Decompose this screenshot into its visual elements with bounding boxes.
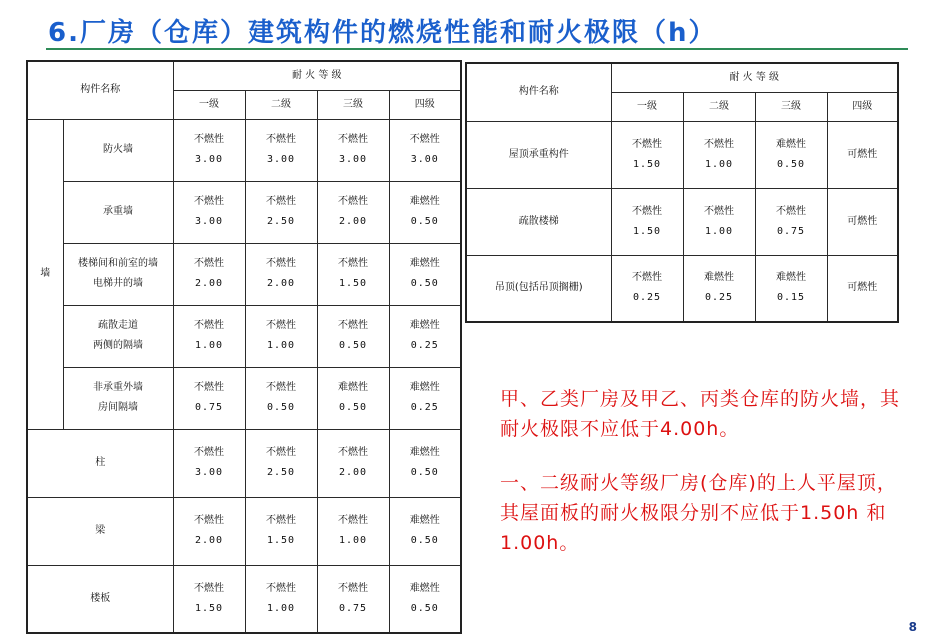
rating-cell [317, 181, 389, 243]
fire-limit-value: 1.00 [194, 340, 224, 351]
rating-cell [173, 429, 245, 497]
combustibility-label: 不燃性 [338, 582, 368, 594]
fire-limit-value: 2.00 [338, 467, 368, 478]
component-name-line: 防火墙 [103, 144, 133, 155]
combustibility-label: 可燃性 [847, 148, 878, 160]
fire-limit-value: 2.50 [266, 216, 296, 227]
table-row [27, 243, 461, 305]
rating-cell [317, 367, 389, 429]
rating-cell [317, 243, 389, 305]
header-grade: 二级 [683, 92, 755, 121]
rating-cell [611, 188, 683, 255]
rating-cell [245, 305, 317, 367]
combustibility-label: 不燃性 [338, 447, 368, 458]
component-name [63, 181, 173, 243]
combustibility-label: 不燃性 [704, 205, 734, 217]
fire-rating-table-right [465, 62, 899, 323]
component-name [63, 367, 173, 429]
fire-limit-value: 0.50 [410, 216, 439, 227]
combustibility-label: 不燃性 [776, 205, 806, 217]
rating-cell [245, 181, 317, 243]
rating-cell [389, 119, 461, 181]
fire-limit-value: 0.50 [338, 340, 368, 351]
fire-limit-value: 0.25 [632, 292, 662, 304]
component-name: 吊顶(包括吊顶搁栅) [466, 255, 611, 322]
fire-limit-value: 0.25 [704, 292, 734, 304]
header-grade: 一级 [611, 92, 683, 121]
fire-limit-value: 0.75 [194, 402, 224, 413]
component-name-line: 楼板 [90, 592, 111, 604]
combustibility-label: 不燃性 [194, 134, 224, 145]
component-name-line: 非承重外墙 [93, 382, 143, 393]
component-name [27, 565, 173, 633]
combustibility-label: 难燃性 [704, 272, 734, 284]
combustibility-label: 难燃性 [776, 138, 806, 150]
combustibility-label: 不燃性 [632, 138, 662, 150]
combustibility-label: 不燃性 [266, 196, 296, 207]
header-grade: 三级 [317, 90, 389, 119]
fire-limit-value: 1.50 [632, 225, 662, 237]
page-title: 6.厂房（仓库）建筑构件的燃烧性能和耐火极限（h） [48, 18, 717, 48]
fire-limit-value: 3.00 [194, 467, 224, 478]
combustibility-label: 难燃性 [409, 447, 440, 458]
component-name-line: 梁 [95, 525, 106, 536]
fire-limit-value: 0.50 [410, 602, 439, 614]
rating-cell [245, 429, 317, 497]
header-grade: 四级 [389, 90, 461, 119]
fire-limit-value: 3.00 [194, 154, 224, 165]
combustibility-label: 难燃性 [409, 582, 440, 594]
fire-limit-value: 2.50 [266, 467, 296, 478]
combustibility-label: 可燃性 [847, 215, 878, 227]
rating-cell [755, 255, 827, 322]
fire-limit-value: 3.00 [410, 154, 439, 165]
fire-limit-value: 3.00 [194, 216, 224, 227]
rating-cell [827, 255, 898, 322]
component-name [63, 119, 173, 181]
combustibility-label: 不燃性 [704, 138, 734, 150]
fire-limit-value: 0.15 [776, 292, 806, 304]
table-row [466, 255, 898, 322]
rating-cell [173, 497, 245, 565]
component-name-line: 柱 [95, 457, 106, 468]
rating-cell [827, 188, 898, 255]
fire-limit-value: 2.00 [194, 278, 224, 289]
header-fire-rating: 耐 火 等 级 [173, 61, 461, 90]
combustibility-label: 不燃性 [194, 382, 224, 393]
rating-cell [173, 119, 245, 181]
table-row [27, 119, 461, 181]
fire-limit-value: 3.00 [266, 154, 296, 165]
fire-limit-value: 0.75 [338, 602, 368, 614]
component-name-line: 楼梯间和前室的墙 [78, 258, 158, 269]
rating-cell [245, 119, 317, 181]
rating-cell [683, 255, 755, 322]
fire-limit-value: 1.50 [266, 535, 296, 546]
component-name: 屋顶承重构件 [466, 121, 611, 188]
rating-cell [245, 565, 317, 633]
combustibility-label: 不燃性 [632, 205, 662, 217]
rating-cell [173, 565, 245, 633]
rating-cell [389, 243, 461, 305]
rating-cell [245, 367, 317, 429]
component-name-line: 承重墙 [103, 206, 133, 217]
combustibility-label: 不燃性 [194, 258, 224, 269]
rating-cell [755, 188, 827, 255]
table-row [27, 305, 461, 367]
note-firewall-requirement: 甲、乙类厂房及甲乙、丙类仓库的防火墙，其耐火极限不应低于4.00h。 [500, 388, 901, 440]
component-name [27, 429, 173, 497]
combustibility-label: 不燃性 [632, 272, 662, 284]
component-name-line: 电梯井的墙 [93, 278, 143, 289]
fire-limit-value: 0.50 [338, 402, 368, 413]
combustibility-label: 不燃性 [266, 382, 296, 393]
fire-limit-value: 3.00 [338, 154, 368, 165]
combustibility-label: 不燃性 [338, 320, 368, 331]
rating-cell [611, 255, 683, 322]
header-fire-rating: 耐 火 等 级 [611, 63, 898, 92]
rating-cell [317, 565, 389, 633]
fire-limit-value: 2.00 [266, 278, 296, 289]
rating-cell [173, 305, 245, 367]
fire-limit-value: 2.00 [194, 535, 224, 546]
fire-limit-value: 1.00 [338, 535, 368, 546]
combustibility-label: 不燃性 [266, 447, 296, 458]
rating-cell [611, 121, 683, 188]
fire-limit-value: 1.50 [632, 158, 662, 170]
component-name-line: 房间隔墙 [98, 402, 138, 413]
combustibility-label: 难燃性 [409, 196, 440, 207]
combustibility-label: 难燃性 [409, 320, 440, 331]
header-component-name: 构件名称 [466, 63, 611, 121]
combustibility-label: 不燃性 [194, 447, 224, 458]
fire-limit-value: 1.50 [338, 278, 368, 289]
rating-cell [245, 243, 317, 305]
component-name [63, 243, 173, 305]
combustibility-label: 不燃性 [266, 258, 296, 269]
combustibility-label: 难燃性 [409, 382, 440, 393]
rating-cell [317, 429, 389, 497]
combustibility-label: 不燃性 [266, 582, 296, 594]
rating-cell [173, 181, 245, 243]
fire-limit-value: 0.75 [776, 225, 806, 237]
rating-cell [389, 181, 461, 243]
rating-cell [173, 367, 245, 429]
rating-cell [389, 305, 461, 367]
rating-cell [317, 497, 389, 565]
rating-cell [317, 305, 389, 367]
combustibility-label: 不燃性 [266, 134, 296, 145]
rating-cell [755, 121, 827, 188]
fire-limit-value: 0.50 [266, 402, 296, 413]
header-grade: 三级 [755, 92, 827, 121]
rating-cell [389, 497, 461, 565]
fire-limit-value: 2.00 [338, 216, 368, 227]
combustibility-label: 难燃性 [338, 382, 368, 393]
fire-limit-value: 0.25 [410, 340, 439, 351]
combustibility-label: 不燃性 [338, 134, 368, 145]
combustibility-label: 不燃性 [338, 258, 368, 269]
table-row [466, 188, 898, 255]
table-row [27, 497, 461, 565]
component-name-line: 两侧的隔墙 [93, 340, 143, 351]
table-row [27, 565, 461, 633]
rating-cell [389, 367, 461, 429]
header-grade: 四级 [827, 92, 898, 121]
rating-cell [173, 243, 245, 305]
combustibility-label: 不燃性 [194, 582, 224, 594]
combustibility-label: 不燃性 [338, 515, 368, 526]
component-name-line: 疏散走道 [98, 320, 138, 331]
combustibility-label: 不燃性 [194, 320, 224, 331]
combustibility-label: 不燃性 [409, 134, 440, 145]
fire-limit-value: 0.50 [410, 278, 439, 289]
note-roof-slab-requirement: 一、二级耐火等级厂房(仓库)的上人平屋顶，其屋面板的耐火极限分别不应低于1.50h 和1.00h。 [500, 472, 897, 554]
combustibility-label: 可燃性 [847, 282, 878, 294]
rating-cell [389, 565, 461, 633]
rating-cell [683, 188, 755, 255]
combustibility-label: 难燃性 [409, 258, 440, 269]
combustibility-label: 不燃性 [194, 515, 224, 526]
fire-rating-table-left [26, 60, 462, 634]
combustibility-label: 不燃性 [266, 320, 296, 331]
fire-limit-value: 0.50 [410, 535, 439, 546]
title-divider [46, 48, 908, 50]
combustibility-label: 不燃性 [266, 515, 296, 526]
combustibility-label: 不燃性 [194, 196, 224, 207]
component-name [63, 305, 173, 367]
rating-cell [827, 121, 898, 188]
rating-cell [389, 429, 461, 497]
fire-limit-value: 0.50 [776, 158, 806, 170]
header-component-name: 构件名称 [27, 61, 173, 119]
table-row [27, 181, 461, 243]
fire-limit-value: 0.50 [410, 467, 439, 478]
rating-cell [683, 121, 755, 188]
fire-limit-value: 1.50 [194, 602, 224, 614]
combustibility-label: 不燃性 [338, 196, 368, 207]
component-name: 疏散楼梯 [466, 188, 611, 255]
rating-cell [317, 119, 389, 181]
wall-group-label: 墙 [27, 119, 63, 429]
fire-limit-value: 1.00 [266, 340, 296, 351]
fire-limit-value: 1.00 [266, 602, 296, 614]
combustibility-label: 难燃性 [776, 272, 806, 284]
fire-limit-value: 0.25 [410, 402, 439, 413]
table-row [466, 121, 898, 188]
combustibility-label: 难燃性 [409, 515, 440, 526]
table-row [27, 429, 461, 497]
table-row [27, 367, 461, 429]
component-name [27, 497, 173, 565]
fire-limit-value: 1.00 [704, 158, 734, 170]
fire-limit-value: 1.00 [704, 225, 734, 237]
page-number: 8 [908, 620, 917, 634]
header-grade: 一级 [173, 90, 245, 119]
header-grade: 二级 [245, 90, 317, 119]
rating-cell [245, 497, 317, 565]
